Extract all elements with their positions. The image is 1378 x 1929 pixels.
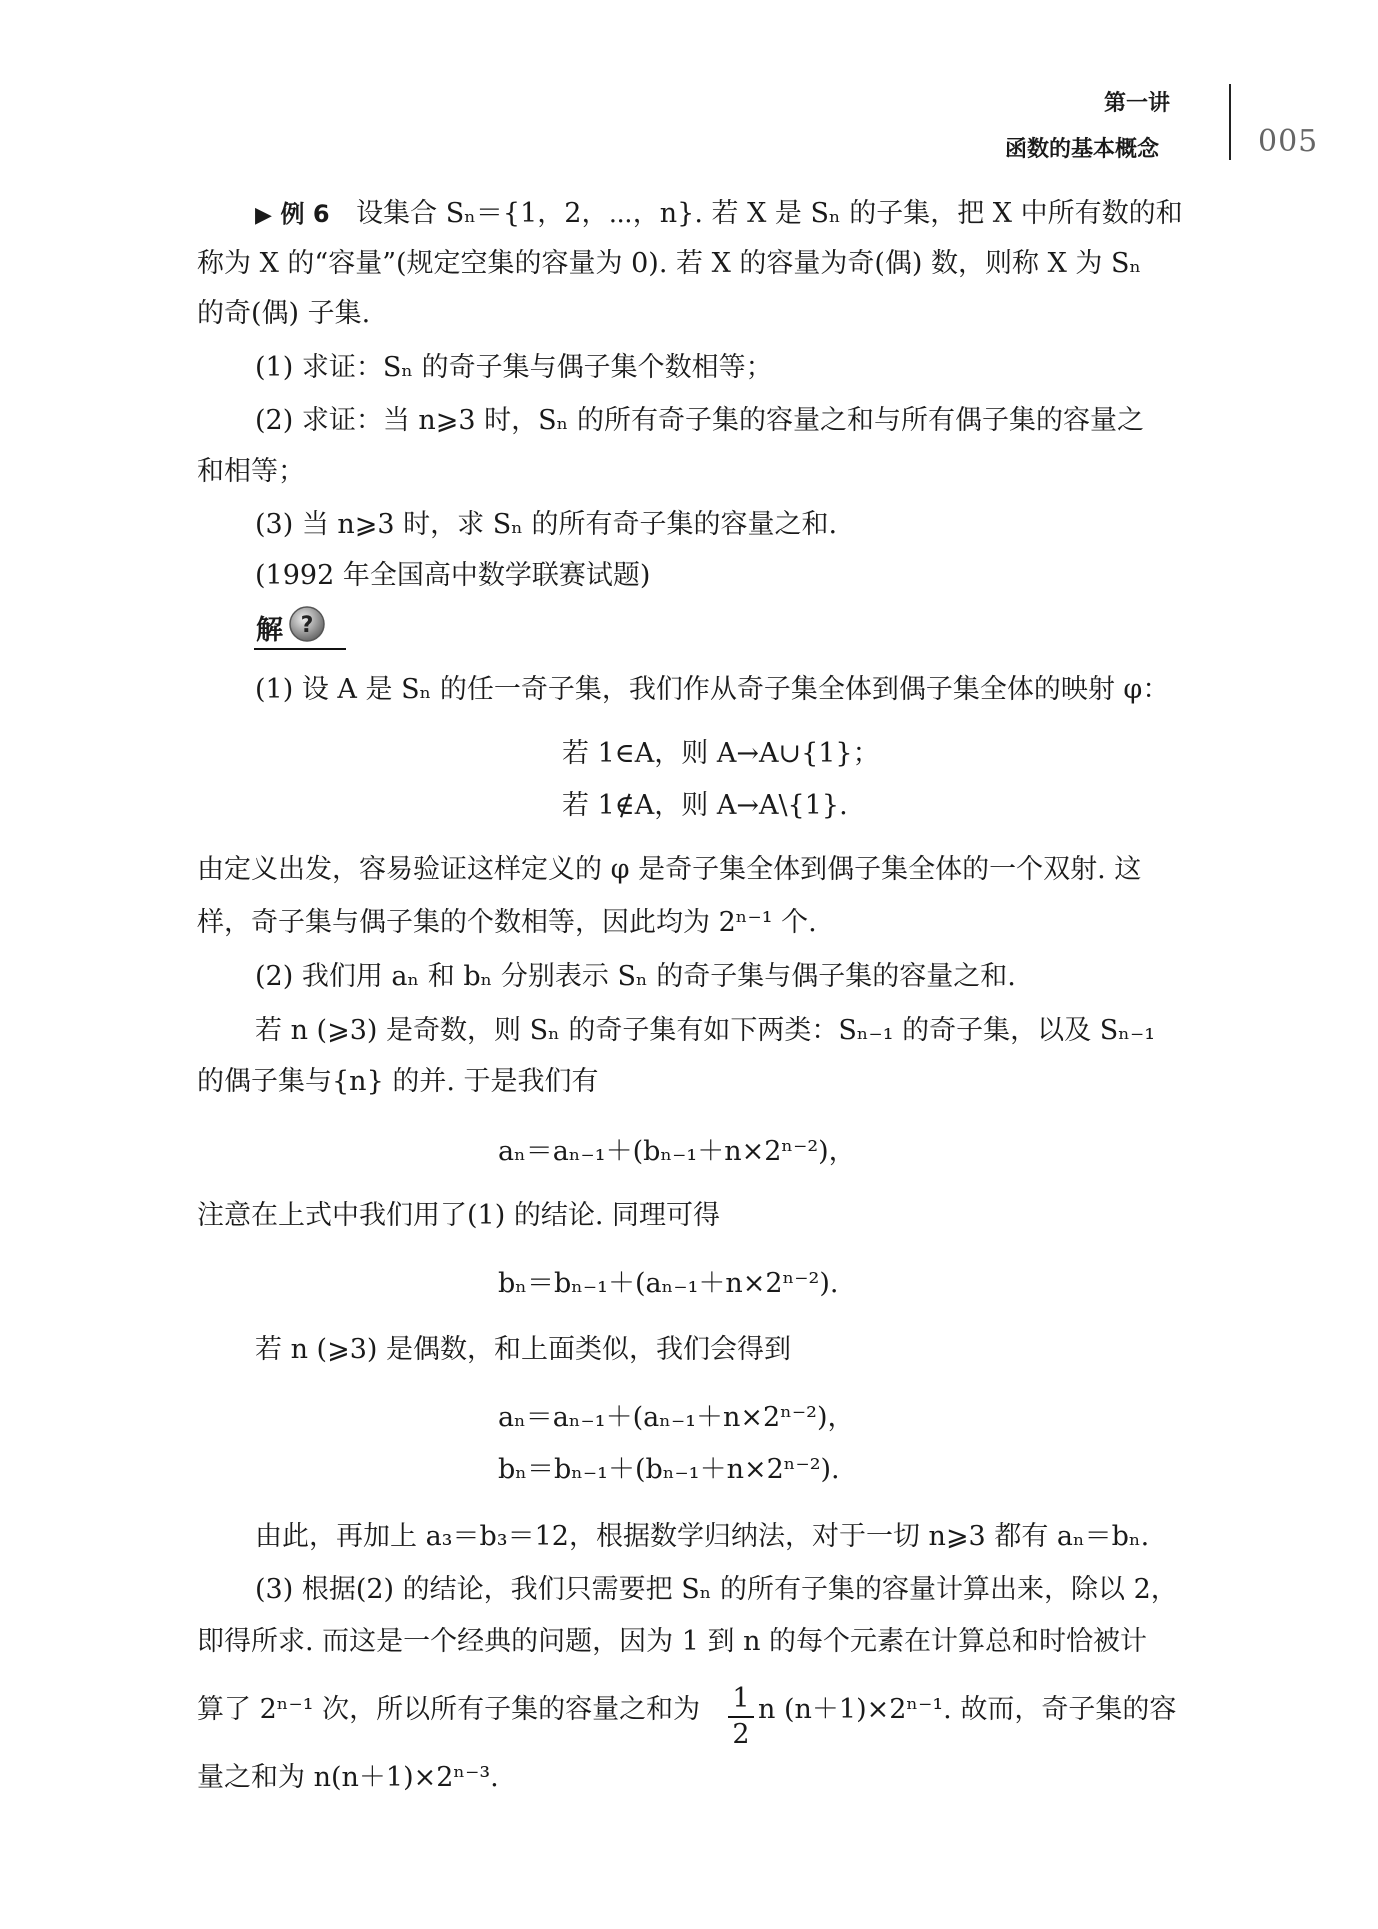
triangle-marker-icon: ▶ xyxy=(255,203,272,228)
sol-line-12: 若 n (⩾3) 是偶数，和上面类似，我们会得到 xyxy=(255,1334,792,1365)
solution-label: 解 xyxy=(256,615,283,646)
fraction-numerator: 1 xyxy=(732,1683,750,1714)
page-number: 005 xyxy=(1258,124,1319,159)
chapter-title: 第一讲 xyxy=(1104,91,1171,116)
section-title: 函数的基本概念 xyxy=(1005,137,1160,162)
formula-bn-even: bₙ＝bₙ₋₁＋(bₙ₋₁＋n×2ⁿ⁻²). xyxy=(498,1454,840,1485)
example-heading xyxy=(255,194,1183,236)
question-icon xyxy=(288,605,326,643)
fraction-denominator: 2 xyxy=(732,1719,750,1750)
sol-line-10: 注意在上式中我们用了(1) 的结论. 同理可得 xyxy=(197,1200,720,1231)
part-2-cont: 和相等； xyxy=(197,456,305,487)
sol-line-5: 样，奇子集与偶子集的个数相等，因此均为 2ⁿ⁻¹ 个. xyxy=(197,907,817,938)
mapping-2: 若 1∉A，则 A→A\{1}. xyxy=(562,790,848,821)
problem-line-3: 的奇(偶) 子集. xyxy=(197,298,371,329)
part-2: (2) 求证：当 n⩾3 时，Sₙ 的所有奇子集的容量之和与所有偶子集的容量之 xyxy=(255,405,1144,436)
sol-line-19: 量之和为 n(n＋1)×2ⁿ⁻³. xyxy=(197,1762,499,1793)
svg-text:?: ? xyxy=(300,613,314,638)
sol-line-6: (2) 我们用 aₙ 和 bₙ 分别表示 Sₙ 的奇子集与偶子集的容量之和. xyxy=(255,961,1016,992)
solution-underline xyxy=(254,648,346,650)
sol-line-4: 由定义出发，容易验证这样定义的 φ 是奇子集全体到偶子集全体的一个双射. 这 xyxy=(197,854,1142,885)
problem-source: (1992 年全国高中数学联赛试题) xyxy=(255,560,651,591)
part-1: (1) 求证：Sₙ 的奇子集与偶子集个数相等； xyxy=(255,352,773,383)
sol-line-18: 算了 2ⁿ⁻¹ 次，所以所有子集的容量之和为 xyxy=(197,1694,701,1725)
formula-an-odd: aₙ＝aₙ₋₁＋(bₙ₋₁＋n×2ⁿ⁻²)， xyxy=(498,1136,856,1167)
sol-line-18b: n (n＋1)×2ⁿ⁻¹. 故而，奇子集的容 xyxy=(758,1694,1177,1725)
sol-line-17: 即得所求. 而这是一个经典的问题，因为 1 到 n 的每个元素在计算总和时恰被计 xyxy=(197,1626,1148,1657)
formula-an-even: aₙ＝aₙ₋₁＋(aₙ₋₁＋n×2ⁿ⁻²)， xyxy=(498,1402,855,1433)
sol-line-7: 若 n (⩾3) 是奇数，则 Sₙ 的奇子集有如下两类：Sₙ₋₁ 的奇子集，以及 Sₙ₋₁ xyxy=(255,1015,1156,1046)
problem-line-1: 设集合 Sₙ＝{1，2，⋯，n}. 若 X 是 Sₙ 的子集，把 X 中所有数的和 xyxy=(356,198,1183,229)
header-divider xyxy=(1229,84,1231,160)
sol-line-15: 由此，再加上 a₃＝b₃＝12，根据数学归纳法，对于一切 n⩾3 都有 aₙ＝bₙ. xyxy=(255,1521,1150,1552)
sol-line-8: 的偶子集与{n} 的并. 于是我们有 xyxy=(197,1066,599,1097)
fraction-one-half xyxy=(728,1684,754,1750)
example-label: 例 6 xyxy=(280,200,330,228)
problem-line-2: 称为 X 的“容量”(规定空集的容量为 0). 若 X 的容量为奇(偶) 数，则称 X 为 Sₙ xyxy=(197,248,1142,279)
fraction-bar xyxy=(728,1716,754,1718)
mapping-1: 若 1∈A，则 A→A∪{1}； xyxy=(562,738,880,769)
sol-line-16: (3) 根据(2) 的结论，我们只需要把 Sₙ 的所有子集的容量计算出来，除以 2， xyxy=(255,1574,1178,1605)
sol-line-1: (1) 设 A 是 Sₙ 的任一奇子集，我们作从奇子集全体到偶子集全体的映射 φ： xyxy=(255,674,1170,705)
formula-bn-odd: bₙ＝bₙ₋₁＋(aₙ₋₁＋n×2ⁿ⁻²). xyxy=(498,1268,839,1299)
part-3: (3) 当 n⩾3 时，求 Sₙ 的所有奇子集的容量之和. xyxy=(255,509,838,540)
